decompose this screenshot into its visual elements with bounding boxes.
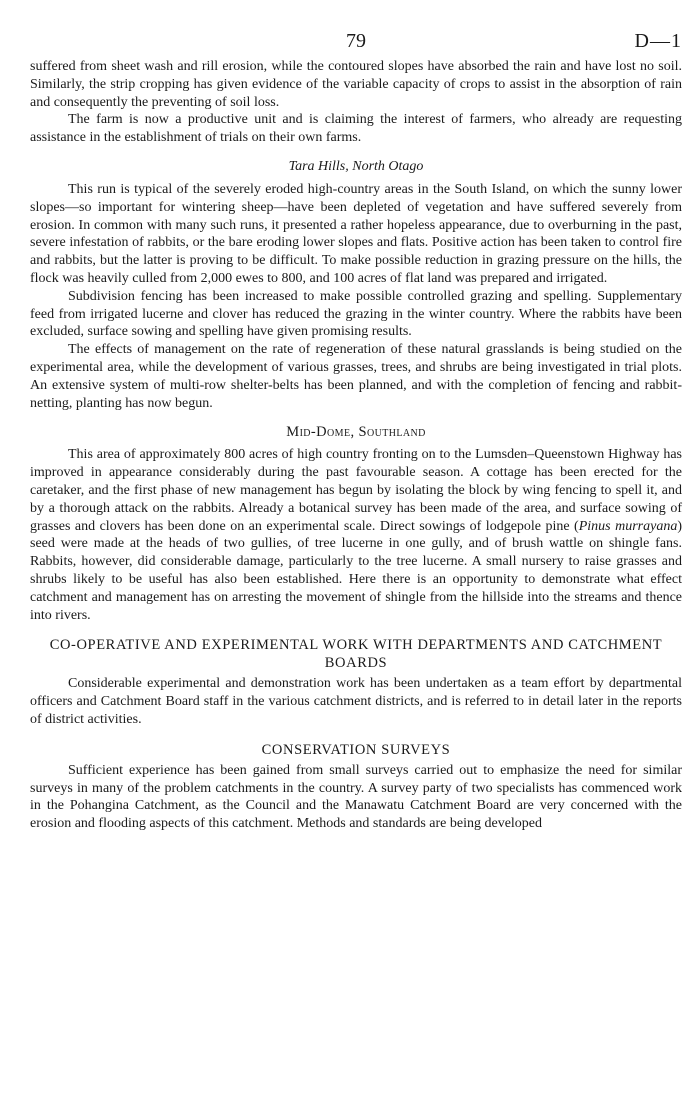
tara-hills-paragraph-1: This run is typical of the severely eroded high-country areas in the South Island, on which the sunny lower slopes—so important for wintering sheep—have been depleted of vegetation and have suffered severely from erosion. In common with many such runs, it presented a rather hopeless appearance, due to overburning in the past, severe infestation of rabbits, or the bare eroding lower slopes and flats. Positive action has been taken to control fire and rabbits, but the latter is proving to be difficult. To make possible reduction in grazing pressure on the hills, the flock was heavily culled from 2,000 ewes to 800, and 100 acres of flat land was prepared and irrigated. bbox=[30, 181, 682, 286]
species-name-italic: Pinus murrayana bbox=[578, 518, 678, 534]
intro-paragraph-2: The farm is now a productive unit and is claiming the interest of farmers, who already are requesting assistance in the establishment of trials on their own farms. bbox=[30, 112, 682, 146]
page-header bbox=[30, 0, 682, 58]
document-page bbox=[30, 0, 682, 833]
mid-dome-text-after: ) seed were made at the heads of two gullies, of tree lucerne in one gully, and of brush wattle on shingle fans. Rabbits, however, did considerable damage, particularly to the tree lucerne. A small nursery to raise grasses and shrubs likely to be useful has also been established. Here there is an opportunity to demonstrate what effect catchment and management has on arresting the movement of shingle from the hillside into the streams and thence into rivers. bbox=[30, 518, 682, 623]
page-number: 79 bbox=[346, 30, 366, 52]
conservation-surveys-paragraph: Sufficient experience has been gained from small surveys carried out to emphasize the need for similar surveys in many of the problem catchments in the country. A survey party of two specialists has commenced work in the Pohangina Catchment, as the Council and the Manawatu Catchment Board are very concerned with the erosion and flooding aspects of this catchment. Methods and standards are being developed bbox=[30, 762, 682, 832]
cooperative-work-paragraph: Considerable experimental and demonstration work has been undertaken as a team effort by departmental officers and Catchment Board staff in the various catchment districts, and is referred to in detail later in the reports of district activities. bbox=[30, 676, 682, 727]
tara-hills-heading: Tara Hills, North Otago bbox=[288, 158, 424, 174]
mid-dome-paragraph bbox=[30, 446, 682, 624]
tara-hills-paragraph-3: The effects of management on the rate of regeneration of these natural grasslands is being studied on the experimental area, while the development of various grasses, trees, and shrubs are being investigated in trial plots. An extensive system of multi-row shelter-belts has been planned, and with the completion of fencing and rabbit-netting, planting has now begun. bbox=[30, 342, 682, 411]
mid-dome-heading: Mid-Dome, Southland bbox=[286, 424, 426, 441]
mid-dome-text-before: This area of approximately 800 acres of high country fronting on to the Lumsden–Queenstown Highway has improved in appearance considerably during the past favourable season. A cottage has been erected for the caretaker, and the first phase of new management has begun by isolating the block by wing fencing to spell it, and by a thorough attack on the rabbits. Already a botanical survey has been made of the area, and surface sowing of grasses and clovers has been done on an experimental scale. Direct sowings of lodgepole pine ( bbox=[30, 447, 682, 534]
conservation-surveys-heading: CONSERVATION SURVEYS bbox=[261, 741, 451, 758]
cooperative-work-heading: CO-OPERATIVE AND EXPERIMENTAL WORK WITH DEPARTMENTS AND CATCHMENT BOARDS bbox=[49, 637, 663, 672]
intro-paragraph-1: suffered from sheet wash and rill erosion, while the contoured slopes have absorbed the rain and have lost no soil. Similarly, the strip cropping has given evidence of the variable capacity of crops to assist in the absorption of rain and consequently the preventing of soil loss. bbox=[30, 59, 682, 110]
document-reference: D—1 bbox=[634, 30, 682, 52]
tara-hills-paragraph-2: Subdivision fencing has been increased to make possible controlled grazing and spelling. Supplementary feed from irrigated lucerne and clover has reduced the grazing in the winter country. Where the rabbits have been excluded, surface sowing and spelling have given promising results. bbox=[30, 288, 682, 340]
